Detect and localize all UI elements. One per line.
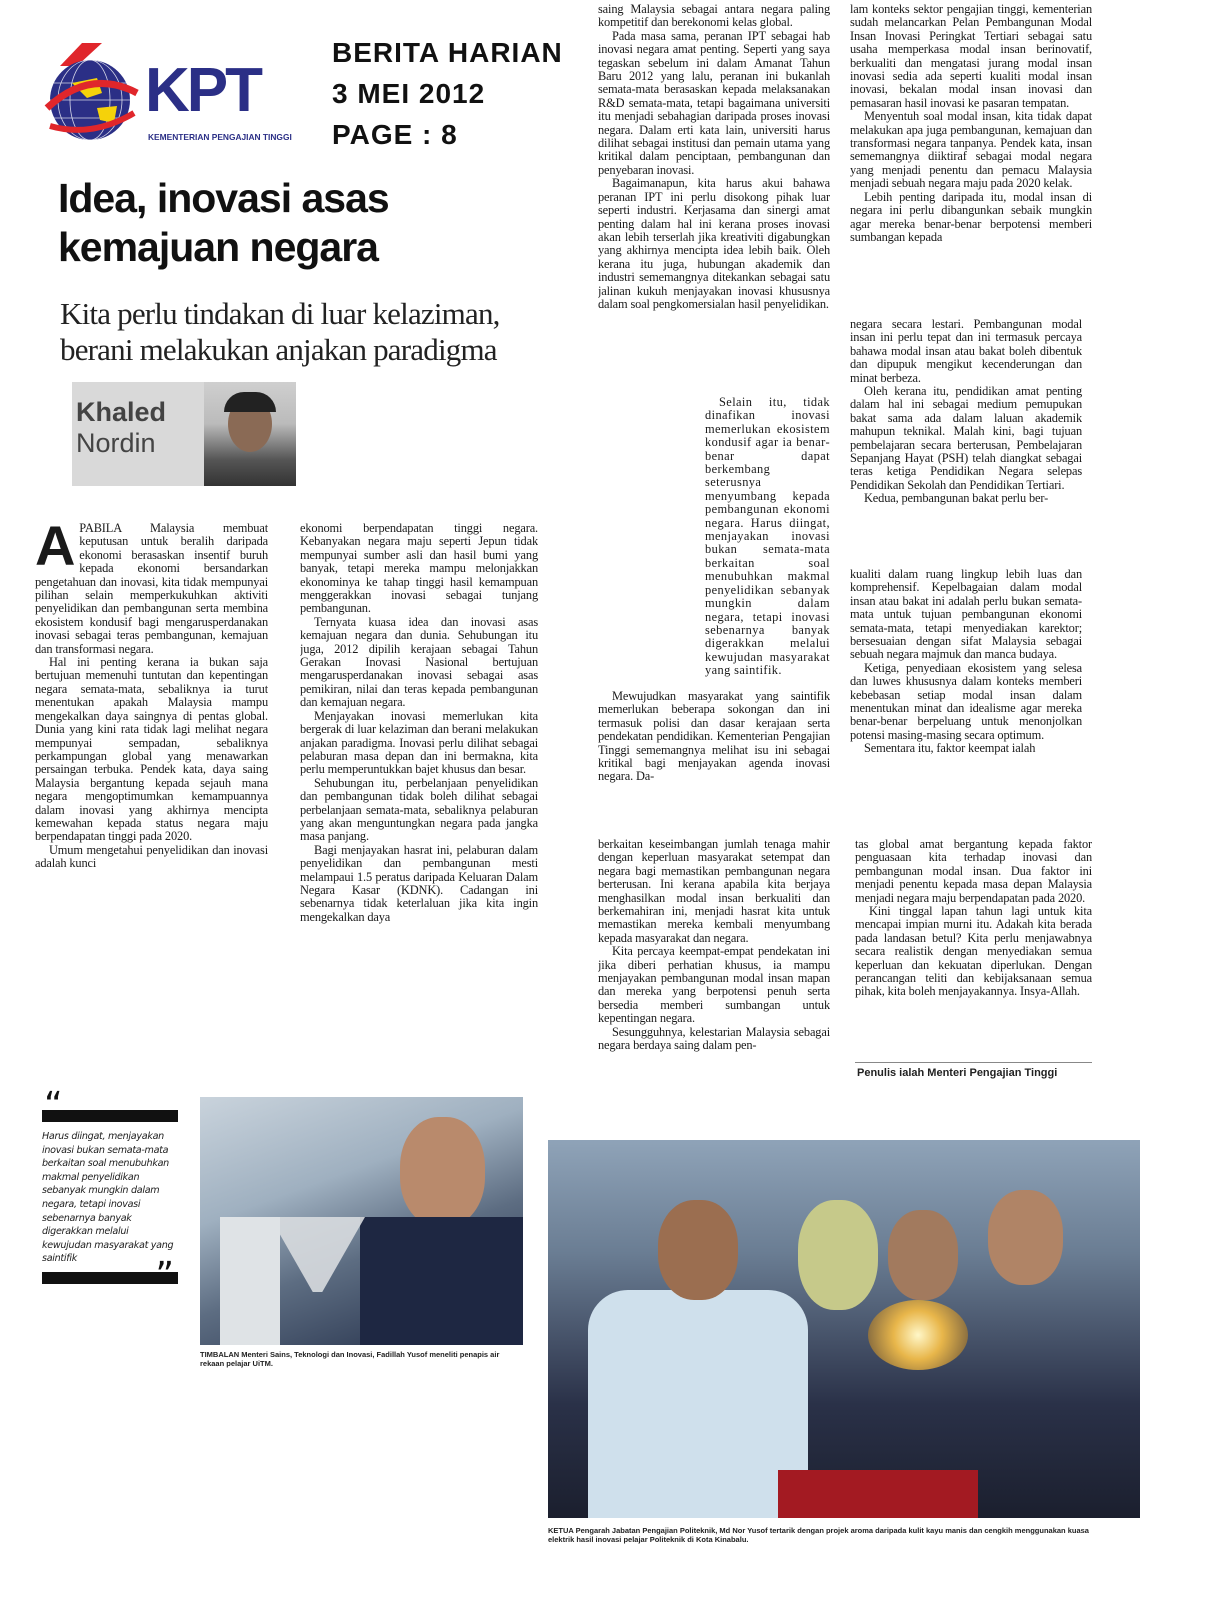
- publication-date: 3 MEI 2012: [332, 78, 486, 109]
- paragraph: Sehubungan itu, perbelanjaan penyelidikan dan pembangunan tidak boleh dilihat sebagai perbelanjaan semata-mata, sebaliknya pelaburan yang akan menguntungkan negara pada jangka masa panjang.: [300, 775, 538, 844]
- article-column-3-narrow: [705, 396, 830, 688]
- pull-quote: [42, 1085, 178, 1296]
- paragraph: Hal ini penting kerana ia bukan saja bertujuan memenuhi tuntutan dan kepentingan negara semata-mata, sebaliknya ia turut menentukan apakah Malaysia mampu mengekalkan daya saingnya di pentas global. Dunia yang kini rata tidak lagi melihat negara mempunyai sempadan, sebaliknya perkampungan global yang menawarkan persaingan terbuka. Pendek kata, daya saing Malaysia bergantung kepada sejauh mana negara mengoptimumkan kemampuannya dalam inovasi yang akhirnya mencipta kemewahan kepada status negara maju berpendapatan tinggi pada 2020.: [35, 655, 268, 844]
- paragraph: Kini tinggal lapan tahun lagi untuk kita mencapai impian murni itu. Adakah kita berada pada landasan betul? Kita perlu menjawabnya secara realistik dengan menyediakan semua keperluan dan kekuatan diperlukan. Dengan perancangan teliti dan kebijaksanaan semua pihak, kita boleh menjayakannya. Insya-Allah.: [855, 904, 1092, 999]
- open-quote-icon: “: [44, 1085, 63, 1126]
- photo-2-caption: KETUA Pengarah Jabatan Pengajian Politeknik, Md Nor Yusof tertarik dengan projek aroma daripada kulit kayu manis dan cengkih menggunakan kuasa elektrik hasil inovasi pelajar Politeknik di Kota Kinabalu.: [548, 1526, 1089, 1544]
- paragraph: Selain itu, tidak dinafikan inovasi memerlukan ekosistem kondusif agar ia benar-benar dapat berkembang seterusnya menyumbang kepada pembangunan ekonomi negara. Harus diingat, menjayakan inovasi bukan semata-mata berkaitan soal menubuhkan makmal penyelidikan sebanyak mungkin dalam negara, tetapi inovasi sebenarnya banyak digerakkan melalui kewujudan masyarakat yang saintifik.: [705, 396, 830, 678]
- paragraph: Bagi menjayakan hasrat ini, pelaburan dalam penyelidikan dan pembangunan mesti melampaui 1.5 peratus daripada Keluaran Dalam Negara Kasar (KDNK). Cadangan ini sebenarnya tidak keterlaluan jika kita ingin mengekalkan daya: [300, 842, 538, 924]
- article-column-1: [35, 522, 268, 1042]
- paragraph: Bagaimanapun, kita harus akui bahawa peranan IPT ini perlu disokong pihak luar seperti industri. Kerjasama dan sinergi amat penting dalam hal ini kerana proses inovasi akan lebih terserlah jika kreativiti digabungkan yang akhirnya mencipta idea lebih baik. Oleh kerana itu juga, hubungan akademik dan industri sememangnya ditekankan sebagai satu jalinan kukuh menjayakan inovasi khususnya dalam soal pengkomersialan hasil penyelidikan.: [598, 176, 830, 311]
- quote-close-bar: [42, 1254, 178, 1296]
- photo-minister-water-filter: [200, 1097, 523, 1345]
- pull-quote-text: Harus diingat, menjayakan inovasi bukan semata-mata berkaitan soal menubuhkan makmal penyelidikan sebanyak mungkin dalam negara, tetapi inovasi sebenarnya banyak digerakkan melalui kewujudan masyarakat yang saintifik: [42, 1131, 174, 1265]
- masthead: [332, 32, 563, 155]
- article-column-3-bottom: [598, 838, 830, 1088]
- article-column-4-bottom: [855, 838, 1092, 1058]
- author-last-name: Nordin: [76, 428, 156, 458]
- paragraph: negara secara lestari. Pembangunan modal insan ini perlu tepat dan ini termasuk percaya bahawa modal insan atau bakat boleh dibentuk dan dipupuk mengikut kecenderungan dan minat berbeza.: [850, 318, 1082, 385]
- author-portrait: [204, 382, 296, 486]
- paragraph: Menyentuh soal modal insan, kita tidak dapat melakukan apa juga pembangunan, kemajuan dan transformasi negara tanpanya. Pendek kata, insan sememangnya diiktiraf sebagai modal negara yang menjadi penentu dan pemacu Malaysia menjadi sebuah negara maju pada 2020 kelak.: [850, 109, 1092, 191]
- paragraph: Pada masa sama, peranan IPT sebagai hab inovasi negara amat penting. Seperti yang saya tegaskan sebelum ini dalam Amanat Tahun Baru 2012 yang lalu, peranan ini bukanlah semata-mata berasaskan kepada melaksanakan R&D semata-mata, tetapi bagaimana universiti itu menjadi sebahagian daripada proses inovasi negara. Dalam erti kata lain, universiti harus dilihat sebagai institusi dan pemain utama yang kritikal dalam penciptaan, pembangunan dan penyebaran inovasi.: [598, 28, 830, 177]
- article-column-2: [300, 522, 538, 1042]
- paragraph: berkaitan keseimbangan jumlah tenaga mahir dengan keperluan masyarakat setempat dan negara bagi memastikan pembangunan negara berterusan. Ini kerana apabila kita berjaya menghasilkan modal insan berkualiti dan berkemahiran ini, menjadi hasrat kita untuk memastikan mereka kembali menyumbang kepada masyarakat dan negara.: [598, 838, 830, 945]
- article-column-4-lower: [850, 568, 1082, 796]
- byline-box: [72, 382, 296, 486]
- subhead-line-2: berani melakukan anjakan paradigma: [60, 332, 497, 367]
- quote-open-bar: [42, 1085, 178, 1126]
- drop-cap: A: [35, 522, 76, 577]
- paragraph: Kita percaya keempat-empat pendekatan ini jika diberi perhatian khusus, ia mampu menjayakan pembangunan modal insan mapan dan mereka yang berpotensi penuh serta bersedia memberi sumbangan untuk kepentingan negara.: [598, 944, 830, 1026]
- paragraph: Sementara itu, faktor keempat ialah: [864, 741, 1036, 756]
- paragraph: ekonomi berpendapatan tinggi negara. Kebanyakan negara maju seperti Jepun tidak mempunyai sumber asli dan hasil bumi yang banyak, tetapi mereka mampu melonjakkan ekonominya ke tahap tinggi hasil kemampuan menggerakkan inovasi sebagai tunjang pembangunan.: [300, 522, 538, 616]
- headline-line-1: Idea, inovasi asas: [58, 175, 389, 221]
- headline-line-2: kemajuan negara: [58, 224, 378, 270]
- photo-1-caption: TIMBALAN Menteri Sains, Teknologi dan Inovasi, Fadillah Yusof meneliti penapis air rekaan pelajar UiTM.: [200, 1350, 500, 1368]
- subheadline: [60, 296, 500, 368]
- close-quote-icon: ”: [155, 1254, 174, 1296]
- article-column-3-mid: [598, 690, 830, 792]
- paragraph: Kedua, pembangunan bakat perlu ber-: [864, 491, 1049, 506]
- logo-ministry-name: KEMENTERIAN PENGAJIAN TINGGI: [148, 132, 292, 142]
- headline: [58, 174, 389, 272]
- paragraph: saing Malaysia sebagai antara negara paling kompetitif dan berekonomi kelas global.: [598, 3, 830, 30]
- article-column-4-mid: [850, 318, 1082, 550]
- paragraph: Ternyata kuasa idea dan inovasi asas kemajuan negara dan dunia. Sehubungan itu juga, 2012 dipilih kerajaan sebagai Tahun Gerakan Inovasi Nasional bertujuan mengarusperdanakan inovasi sebagai asas pemikiran, nilai dan teras kepada pembangunan dan kemajuan negara.: [300, 614, 538, 710]
- paragraph: Menjayakan inovasi memerlukan kita bergerak di luar kelaziman dan berani melakukan anjakan paradigma. Inovasi perlu dilihat sebagai pelaburan masa depan dan ini bermakna, kita perlu memperuntukkan bajet khusus dan besar.: [300, 708, 538, 777]
- article-column-4-top: [850, 3, 1092, 309]
- author-note-rule: [855, 1062, 1092, 1063]
- paragraph: Oleh kerana itu, pendidikan amat penting dalam hal ini sebagai medium pemupukan bakat sama ada dalam laluan akademik mahupun teknikal. Malah kini, bagi tujuan pembelajaran secara berterusan, Pembelajaran Sepanjang Hayat (PSH) telah diangkat sebagai teras ketiga Pendidikan Negara selepas Pendidikan Sekolah dan Pendidikan Tertiari.: [850, 384, 1082, 492]
- subhead-line-1: Kita perlu tindakan di luar kelaziman,: [60, 296, 500, 331]
- article-column-3-top: [598, 3, 830, 398]
- kpt-logo: [42, 38, 307, 148]
- logo-letters: KPT: [145, 56, 260, 125]
- newspaper-name: BERITA HARIAN: [332, 37, 563, 68]
- paragraph: kualiti dalam ruang lingkup lebih luas dan komprehensif. Kepelbagaian dalam modal insan atau bakat ini adalah perlu bukan semata-mata untuk tujuan pembangunan ekonomi semata-mata, tetapi menyediakan karektor; bersesuaian dengan sifat Malaysia sebagai sebuah negara majmuk dan manca budaya.: [850, 568, 1082, 662]
- paragraph: PABILA Malaysia membuat keputusan untuk beralih daripada ekonomi berasaskan insentif buruh kepada ekonomi bersandarkan pengetahuan dan inovasi, kita tidak mempunyai pilihan selain memperkukuhkan aktiviti penyelidikan dan pembangunan serta membina ekosistem kondusif bagi mengarusperdanakan inovasi sebagai teras pembangunan, kemajuan dan transformasi negara.: [35, 522, 268, 656]
- author-note: Penulis ialah Menteri Pengajian Tinggi: [857, 1067, 1058, 1079]
- paragraph: Mewujudkan masyarakat yang saintifik memerlukan beberapa sokongan dan ini termasuk polisi dan dasar kerajaan serta pendekatan pendidikan. Kementerian Pengajian Tinggi sememangnya melihat isu ini sebagai kritikal bagi menjayakan agenda inovasi negara. Da-: [598, 690, 830, 784]
- globe-logo-icon: [42, 38, 142, 148]
- paragraph: tas global amat bergantung kepada faktor penguasaan kita terhadap inovasi dan pembangunan modal insan. Dua faktor ini menjadi penentu kepada masa depan Malaysia menjadi negara maju berpendapatan pada 2020.: [855, 838, 1092, 905]
- paragraph: lam konteks sektor pengajian tinggi, kementerian sudah melancarkan Pelan Pembangunan Modal Insan Inovasi Peringkat Tertiari sebagai satu usaha memperkasa modal insan berinovatif, berkualiti dan mengatasi jurang modal insan inovasi sedia ada seperti kualiti modal insan inovasi, bekalan modal insan inovasi dan pemasaran hasil inovasi ke pasaran tempatan.: [850, 3, 1092, 110]
- paragraph: Ketiga, penyediaan ekosistem yang selesa dan luwes khususnya dalam konteks memberi kebebasan setiap modal insan dalam menentukan minat dan idealisme agar mereka benar-benar berpeluang untuk menonjolkan potensi masing-masing secara optimum.: [850, 660, 1082, 742]
- author-first-name: Khaled: [76, 397, 167, 427]
- paragraph: Sesungguhnya, kelestarian Malaysia sebagai negara berdaya saing dalam pen-: [598, 1024, 830, 1053]
- photo-polytechnic-aroma-project: [548, 1140, 1140, 1518]
- page-number: PAGE : 8: [332, 119, 458, 150]
- paragraph: Umum mengetahui penyelidikan dan inovasi adalah kunci: [35, 842, 268, 871]
- paragraph: Lebih penting daripada itu, modal insan di negara ini perlu dibangunkan sebaik mungkin agar mereka benar-benar berpotensi memberi sumbangan kepada: [850, 189, 1092, 244]
